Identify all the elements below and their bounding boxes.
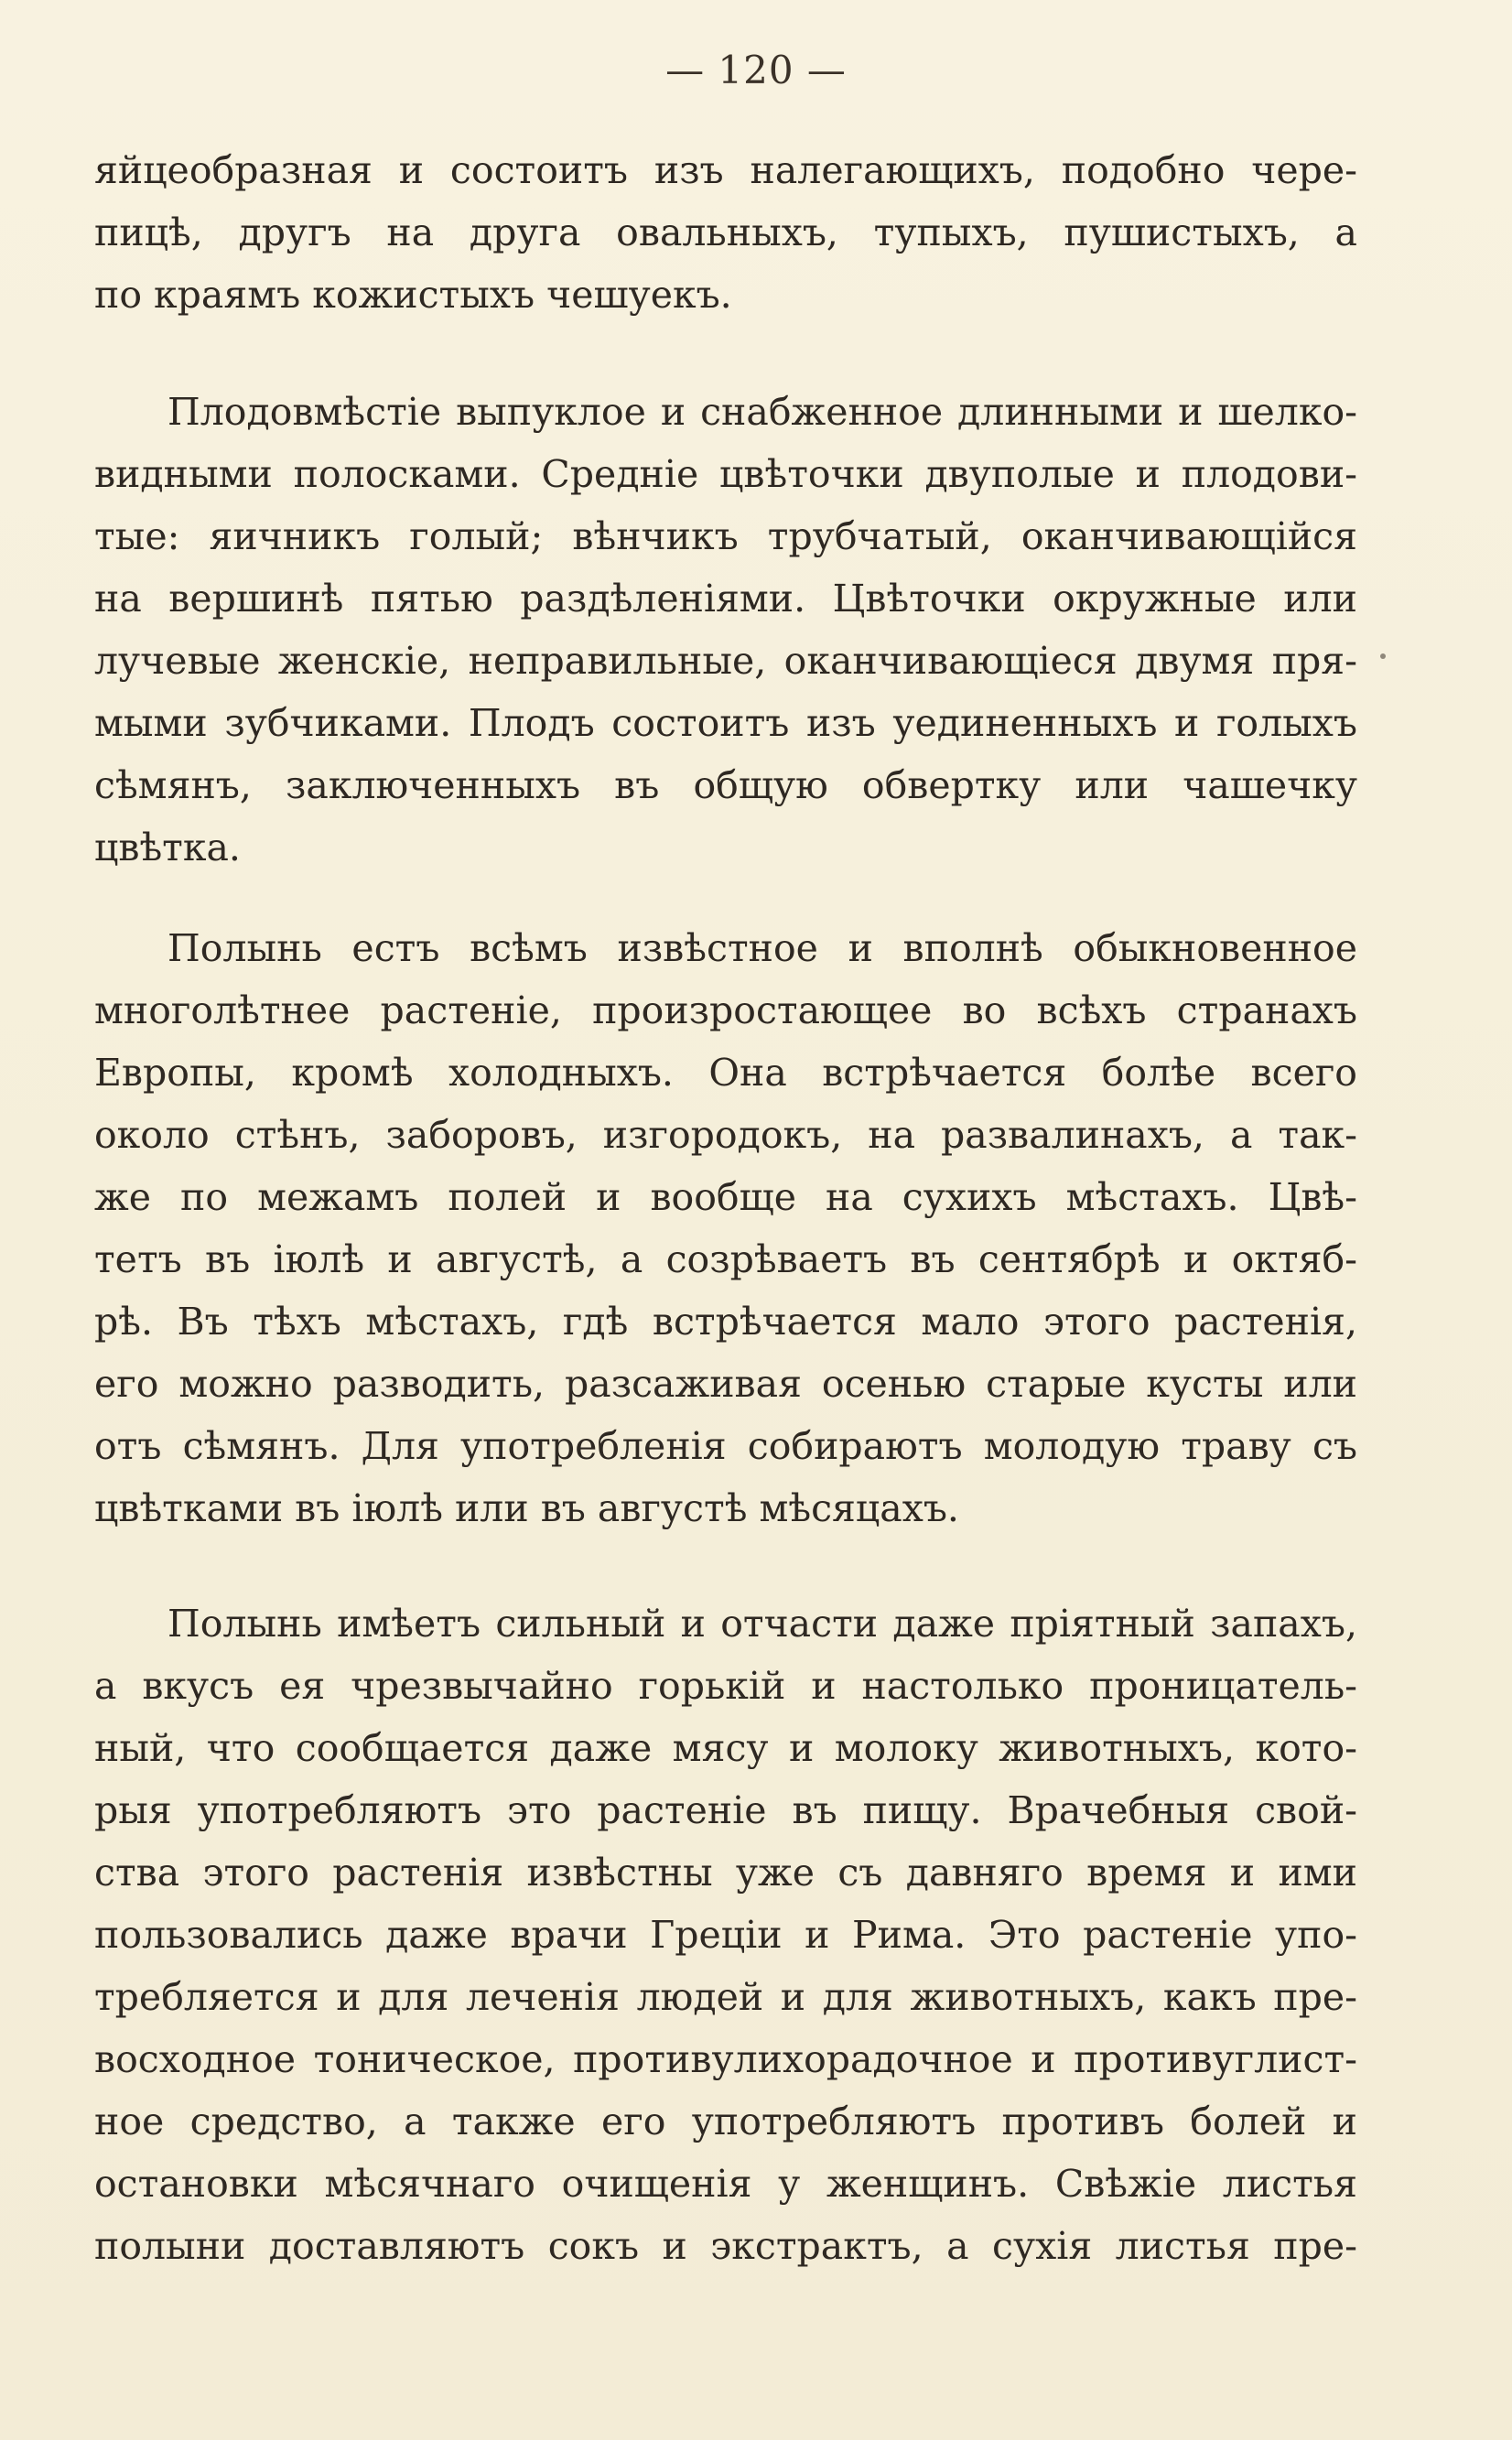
text-line: пицѣ, другъ на друга овальныхъ, тупыхъ, пушистыхъ, а: [94, 211, 1357, 254]
text-line: требляется и для леченія людей и для животныхъ, какъ пре-: [94, 1975, 1357, 2019]
text-line: многолѣтнее растеніе, произростающее во всѣхъ странахъ: [94, 988, 1357, 1032]
text-line: видными полосками. Средніе цвѣточки двуполые и плодови-: [94, 452, 1357, 496]
text-line: пользовались даже врачи Греціи и Рима. Это растеніе упо-: [94, 1913, 1357, 1957]
text-line: цвѣтками въ іюлѣ или въ августѣ мѣсяцахъ.: [94, 1486, 959, 1530]
paragraph-3: [94, 917, 1357, 1539]
text-line: по краямъ кожистыхъ чешуекъ.: [94, 273, 732, 317]
text-line: же по межамъ полей и вообще на сухихъ мѣстахъ. Цвѣ-: [94, 1175, 1357, 1219]
text-line: сѣмянъ, заключенныхъ въ общую обвертку или чашечку: [94, 763, 1357, 807]
text-line: мыми зубчиками. Плодъ состоитъ изъ уединенныхъ и голыхъ: [94, 701, 1357, 745]
text-line: Полынь имѣетъ сильный и отчасти даже пріятный запахъ,: [167, 1602, 1357, 1646]
text-line: а вкусъ ея чрезвычайно горькій и настолько проницатель-: [94, 1664, 1357, 1708]
text-line: рыя употребляютъ это растеніе въ пищу. Врачебныя свой-: [94, 1788, 1357, 1832]
text-line: Плодовмѣстіе выпуклое и снабженное длинными и шелко-: [167, 390, 1357, 434]
text-line: лучевые женскіе, неправильные, оканчивающіеся двумя пря-: [94, 639, 1357, 683]
paragraph-1: [94, 139, 1357, 326]
ink-speck: [1380, 653, 1386, 659]
text-line: полыни доставляютъ сокъ и экстрактъ, а сухія листья пре-: [94, 2224, 1357, 2268]
text-line: ства этого растенія извѣстны уже съ давняго время и ими: [94, 1851, 1357, 1895]
page-number: — 120 —: [665, 48, 847, 92]
text-line: восходное тоническое, противулихорадочное и противуглист-: [94, 2037, 1357, 2081]
text-line: рѣ. Въ тѣхъ мѣстахъ, гдѣ встрѣчается мало этого растенія,: [94, 1300, 1357, 1344]
paragraph-2: [94, 381, 1357, 879]
paragraph-4: [94, 1592, 1357, 2277]
text-line: яйцеобразная и состоитъ изъ налегающихъ, подобно чере-: [94, 148, 1357, 192]
text-line: отъ сѣмянъ. Для употребленія собираютъ молодую траву съ: [94, 1424, 1357, 1468]
text-line: тетъ въ іюлѣ и августѣ, а созрѣваетъ въ сентябрѣ и октяб-: [94, 1237, 1357, 1281]
text-line: ный, что сообщается даже мясу и молоку животныхъ, кото-: [94, 1726, 1357, 1770]
text-line: тые: яичникъ голый; вѣнчикъ трубчатый, оканчивающійся: [94, 514, 1357, 558]
text-line: около стѣнъ, заборовъ, изгородокъ, на развалинахъ, а так-: [94, 1113, 1357, 1157]
text-line: остановки мѣсячнаго очищенія у женщинъ. Свѣжіе листья: [94, 2162, 1357, 2206]
text-line: его можно разводить, разсаживая осенью старые кусты или: [94, 1362, 1357, 1406]
text-line: ное средство, а также его употребляютъ противъ болей и: [94, 2100, 1357, 2143]
text-line: на вершинѣ пятью раздѣленіями. Цвѣточки окружные или: [94, 577, 1357, 621]
text-line: Полынь естъ всѣмъ извѣстное и вполнѣ обыкновенное: [167, 926, 1357, 970]
text-line: цвѣтка.: [94, 826, 241, 869]
text-line: Европы, кромѣ холодныхъ. Она встрѣчается болѣе всего: [94, 1051, 1357, 1095]
